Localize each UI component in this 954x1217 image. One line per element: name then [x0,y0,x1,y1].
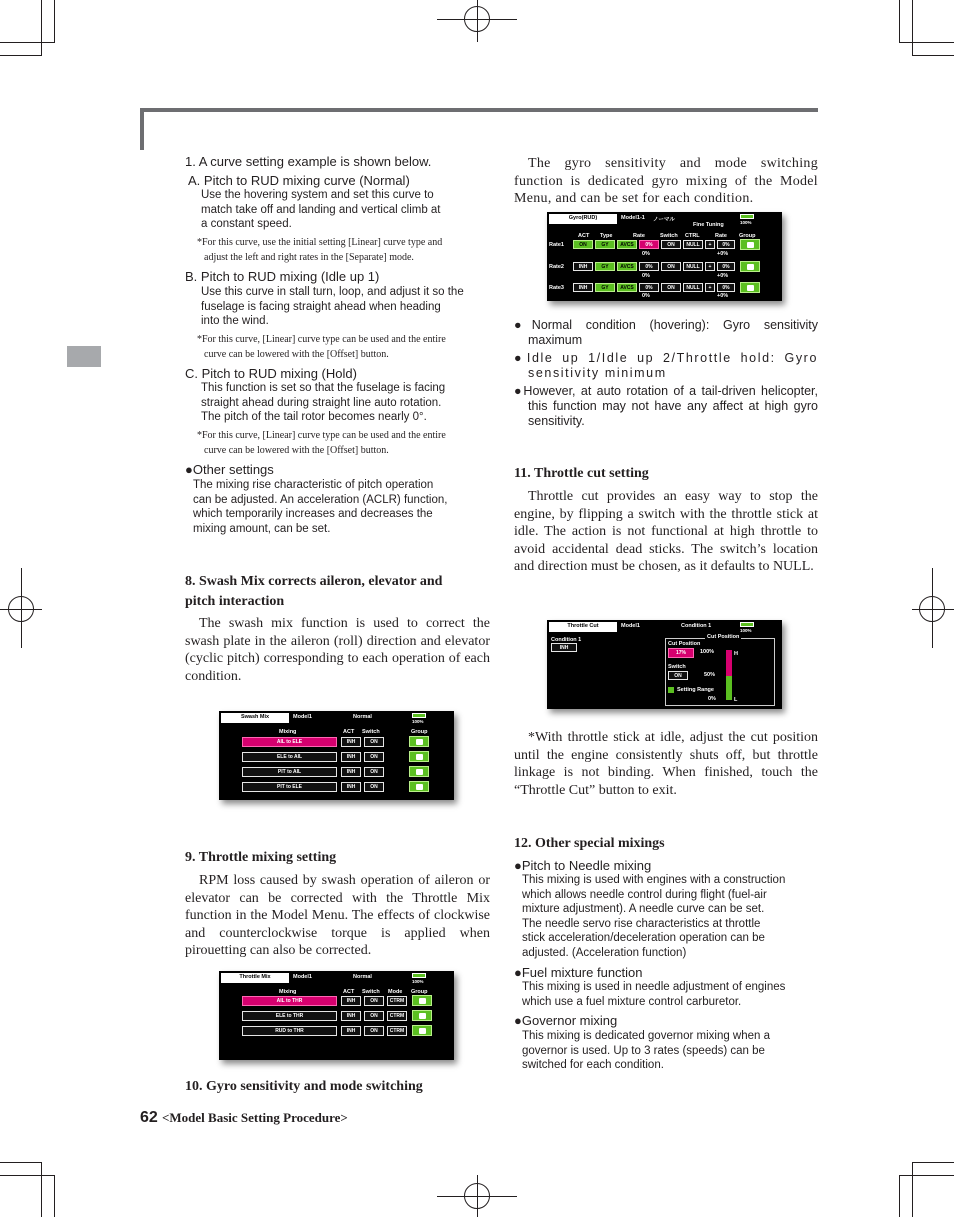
switch-button[interactable]: ON [364,996,384,1006]
needle-text: This mixing is used with engines with a construction which allows needle control during flight (fuel-air mixture adjustment). A needle curve can be set. The needle servo rise characteristics at throttle stick acceleration/deceleration operation can be adjusted. (Acceleration function) [522,874,786,959]
gyro-text: The gyro sensitivity and mode switching function is dedicated gyro mixing of the Model Menu, and can be set for each condition. [514,156,818,207]
battery-level: 100% [740,628,752,633]
group-icon[interactable] [412,1025,432,1036]
switch-button[interactable]: ON [661,283,681,292]
page-number: 62 [140,1109,158,1126]
mode-button[interactable]: CTRM [387,1026,407,1036]
curve-b-title: B. Pitch to RUD mixing (Idle up 1) [185,269,380,284]
mix-row-button[interactable]: AIL to ELE [242,737,337,747]
cut-range-fill [726,650,732,676]
throttle-cut-tab[interactable]: Throttle Cut [549,622,617,632]
fuel-title: ●Fuel mixture function [514,965,643,980]
switch-button[interactable]: ON [668,671,688,680]
col-act: ACT [578,233,590,239]
ctrl-button[interactable]: NULL [683,283,703,292]
curve-a-title: A. Pitch to RUD mixing curve (Normal) [188,173,410,188]
cut-position-panel-title: Cut Position [707,634,740,640]
model-name: Model1 [293,714,312,720]
fuel-text: This mixing is used in needle adjustment of engines which use a fuel mixture control carburetor. [522,981,786,1008]
rate-button[interactable]: 0% [639,240,659,249]
curve-a-text: Use the hovering system and set this curve to match take off and landing and vertical climb at a constant speed. [201,189,441,231]
group-icon[interactable] [412,995,432,1006]
curve-b-note: *For this curve, [Linear] curve type can be used and the entire curve can be lowered with the [Offset] button. [197,334,446,360]
bullet-auto: ●However, at auto rotation of a tail-driven helicopter, this function may not have any affect at high gyro sensitivity. [514,384,818,428]
group-icon[interactable] [740,282,760,293]
switch-button[interactable]: ON [364,782,384,792]
sign-button[interactable]: + [705,283,715,292]
scale-high: H [734,651,738,657]
col-group: Group [739,233,756,239]
fine-sub: +0% [717,273,729,279]
throttle-mix-screen [219,971,454,1060]
needle-title: ●Pitch to Needle mixing [514,858,652,873]
act-button[interactable]: INH [341,752,361,762]
condition-act-button[interactable]: INH [551,643,577,652]
fine-button[interactable]: 0% [717,262,735,271]
battery-level: 100% [412,719,424,724]
act-button[interactable]: INH [341,737,361,747]
curve-c-note: *For this curve, [Linear] curve type can be used and the entire curve can be lowered with the [Offset] button. [197,430,446,456]
switch-button[interactable]: ON [364,1026,384,1036]
setting-range-label: Setting Range [677,687,714,693]
switch-button[interactable]: ON [364,1011,384,1021]
cut-position-button[interactable]: 17% [668,648,694,658]
group-icon[interactable] [409,751,429,762]
header-rule [140,108,818,112]
fine-sub: +0% [717,251,729,257]
fine-sub: +0% [717,293,729,299]
mix-row-button[interactable]: PIT to ELE [242,782,337,792]
throttle-cut-note: *With throttle stick at idle, adjust the cut position until the engine consistently shuts off, but throttle linkage is not binding. When finished, touch the “Throttle Cut” button to exit. [514,730,818,798]
section-8-heading: 8. Swash Mix corrects aileron, elevator and pitch interaction [185,574,443,609]
bullet-idle: ●Idle up 1/Idle up 2/Throttle hold: Gyro sensitivity minimum [514,351,818,380]
mix-row-button[interactable]: AIL to THR [242,996,337,1006]
type-button[interactable]: GY [595,283,615,292]
fine-button[interactable]: 0% [717,240,735,249]
col-rate: Rate [633,233,645,239]
model-suffix: ノーマル [653,217,675,223]
rate-button[interactable]: 0% [639,262,659,271]
section-9-text: RPM loss caused by swash operation of aileron or elevator can be corrected with the Throttle Mix function in the Model Menu. The effects of clockwise and counterclockwise torque is applied when pirouetting can also be corrected. [185,873,490,959]
switch-button[interactable]: ON [364,737,384,747]
battery-icon [740,214,754,219]
group-icon[interactable] [740,261,760,272]
governor-text: This mixing is dedicated governor mixing when a governor is used. Up to 3 rates (speeds) can be switched for each condition. [522,1030,771,1072]
condition-name: Normal [353,974,372,980]
fine-button[interactable]: 0% [717,283,735,292]
col-switch: Switch [362,729,380,735]
scale-low: L [734,697,738,703]
act-button[interactable]: INH [341,1026,361,1036]
section-9-heading: 9. Throttle mixing setting [185,850,337,865]
col-act: ACT [343,989,355,995]
col-mode: Mode [388,989,403,995]
group-icon[interactable] [740,239,760,250]
group-icon[interactable] [409,781,429,792]
curve-a-note: *For this curve, use the initial setting [Linear] curve type and adjust the left and right rates in the [Separate] mode. [197,237,443,263]
mode-button[interactable]: AVCS [617,283,637,292]
curve-b-text: Use this curve in stall turn, loop, and adjust it so the fuselage is facing straight ahead when heading into the wind. [201,286,464,328]
col-mixing: Mixing [279,729,297,735]
model-name: Model1-1 [621,215,645,221]
header-rule-stub [140,108,144,150]
battery-icon [412,713,426,718]
group-icon[interactable] [409,766,429,777]
group-icon[interactable] [412,1010,432,1021]
model-name: Model1 [293,974,312,980]
section-8-text: The swash mix function is used to correct the swash plate in the aileron (roll) direction and elevator (cyclic pitch) corresponding to each operation of each condition. [185,616,490,684]
gyro-tab[interactable]: Gyro(RUD) [549,214,617,224]
governor-title: ●Governor mixing [514,1013,618,1028]
ctrl-button[interactable]: NULL [683,240,703,249]
mix-row-button[interactable]: ELE to AIL [242,752,337,762]
switch-button[interactable]: ON [364,767,384,777]
type-button[interactable]: GY [595,262,615,271]
bullet-normal: ●Normal condition (hovering): Gyro sensitivity maximum [514,318,818,347]
act-button[interactable]: INH [573,262,593,271]
rate-button[interactable]: 0% [639,283,659,292]
col-ctrl: CTRL [685,233,700,239]
battery-level: 100% [412,979,424,984]
rate-sub: 0% [642,293,650,299]
switch-button[interactable]: ON [364,752,384,762]
mode-button[interactable]: AVCS [617,240,637,249]
col-switch: Switch [362,989,380,995]
section-11-text: Throttle cut provides an easy way to stop the engine, by flipping a switch with the throttle stick at idle. The action is not functional at high throttle to avoid accidental dead sticks. The switch’s location and direction must be chosen, as it defaults to NULL. [514,489,818,575]
throttle-cut-screen [547,620,782,709]
condition-name: Condition 1 [681,623,712,629]
rate-sub: 0% [642,273,650,279]
section-10-heading: 10. Gyro sensitivity and mode switching [185,1079,423,1094]
battery-icon [740,622,754,627]
throttle-mix-tab[interactable]: Throttle Mix [221,973,289,983]
rate-label: Rate3 [549,285,564,291]
scale-100: 100% [700,649,715,655]
fine-tuning-label: Fine Tuning [693,222,724,228]
curve-c-text: This function is set so that the fuselage is facing straight ahead during straight line auto rotation. The pitch of the tail rotor becomes nearly 0°. [201,382,446,424]
switch-button[interactable]: ON [661,240,681,249]
mix-row-button[interactable]: ELE to THR [242,1011,337,1021]
act-button[interactable]: INH [341,782,361,792]
gyro-screen [547,212,782,301]
switch-button[interactable]: ON [661,262,681,271]
curve-c-title: C. Pitch to RUD mixing (Hold) [185,366,357,381]
mix-row-button[interactable]: RUD to THR [242,1026,337,1036]
rate-label: Rate1 [549,242,564,248]
gyro-bullets [514,318,818,429]
col-type: Type [600,233,613,239]
act-button[interactable]: INH [341,996,361,1006]
curve-intro: 1. A curve setting example is shown below. [185,154,432,169]
act-button[interactable]: INH [573,283,593,292]
model-name: Model1 [621,623,640,629]
rate-label: Rate2 [549,264,564,270]
act-button[interactable]: INH [341,1011,361,1021]
mode-button[interactable]: AVCS [617,262,637,271]
cut-position-label: Cut Position [668,641,701,647]
type-button[interactable]: GY [595,240,615,249]
group-icon[interactable] [409,736,429,747]
other-settings-text: The mixing rise characteristic of pitch operation can be adjusted. An acceleration (ACLR) function, which temporarily increases and decreases the mixing amount, can be set. [193,479,448,535]
condition-label: Condition 1 [551,637,582,643]
setting-range-indicator [668,687,674,693]
condition-name: Normal [353,714,372,720]
scale-0: 0% [708,696,716,702]
col-switch: Switch [660,233,678,239]
section-12-heading: 12. Other special mixings [514,836,665,851]
col-fine-rate: Rate [715,233,727,239]
ctrl-button[interactable]: NULL [683,262,703,271]
col-group: Group [411,989,428,995]
scale-50: 50% [704,672,716,678]
footer-title: <Model Basic Setting Procedure> [162,1110,348,1125]
col-mixing: Mixing [279,989,297,995]
mode-button[interactable]: CTRM [387,1011,407,1021]
rate-sub: 0% [642,251,650,257]
mode-button[interactable]: CTRM [387,996,407,1006]
section-11-heading: 11. Throttle cut setting [514,466,649,481]
mix-row-button[interactable]: PIT to AIL [242,767,337,777]
act-button[interactable]: INH [341,767,361,777]
col-act: ACT [343,729,355,735]
swash-tab[interactable]: Swash Mix [221,713,289,723]
col-group: Group [411,729,428,735]
cut-range-bar [726,650,732,700]
swash-mix-screen [219,711,454,800]
sign-button[interactable]: + [705,240,715,249]
switch-label: Switch [668,664,686,670]
act-button[interactable]: ON [573,240,593,249]
battery-level: 100% [740,220,752,225]
chapter-tab [67,346,101,367]
other-settings-title: ●Other settings [185,462,274,477]
battery-icon [412,973,426,978]
sign-button[interactable]: + [705,262,715,271]
